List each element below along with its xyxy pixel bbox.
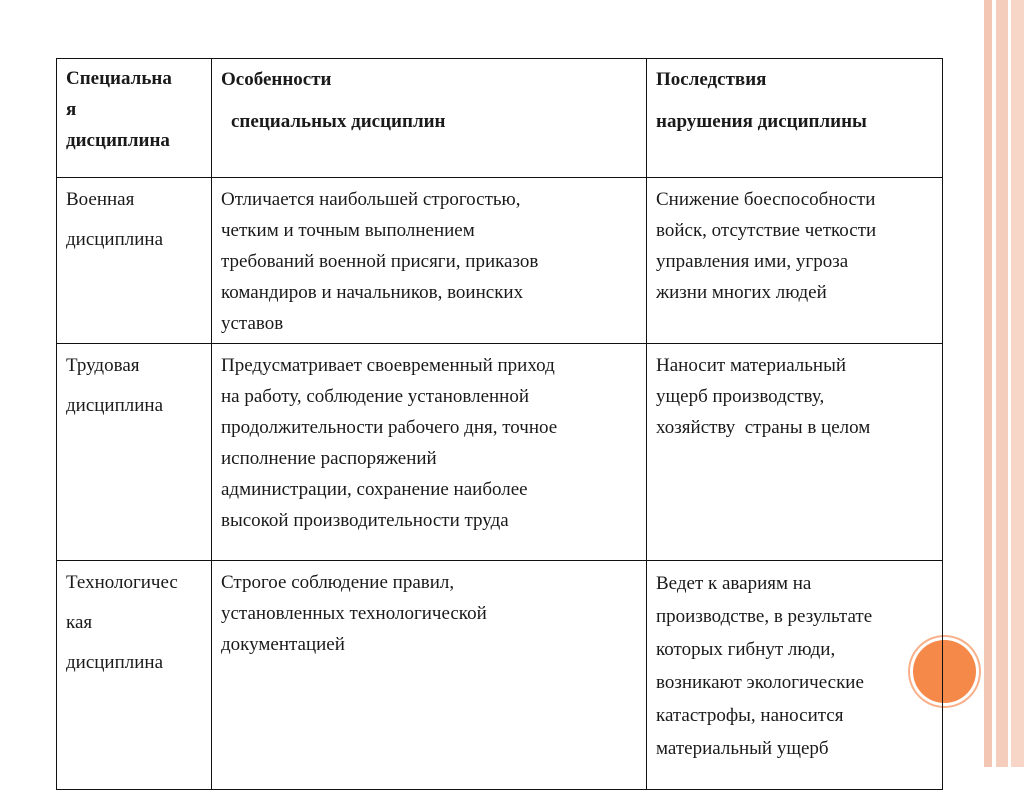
features-line: Строгое соблюдение правил, xyxy=(221,572,455,593)
consequences-line: жизни многих людей xyxy=(656,282,827,303)
consequences-line: управления ими, угроза xyxy=(656,251,849,272)
features-line: на работу, соблюдение установленной xyxy=(221,386,530,407)
consequences-line: возникают экологические xyxy=(656,672,864,693)
features-line: требований военной присяги, приказов xyxy=(221,251,539,272)
consequences-line: которых гибнут люди, xyxy=(656,639,836,660)
consequences-line: ущерб производству, xyxy=(656,386,825,407)
header-discipline-line: Специальна xyxy=(66,68,172,89)
features-line: командиров и начальников, воинских xyxy=(221,282,524,303)
header-row xyxy=(57,59,943,178)
discipline-name xyxy=(57,178,212,344)
discipline-features xyxy=(212,561,647,790)
header-discipline-line: я xyxy=(66,99,77,120)
header-discipline-line: дисциплина xyxy=(66,130,170,151)
table-row xyxy=(57,344,943,561)
features-line: исполнение распоряжений xyxy=(221,448,437,469)
name-line: дисциплина xyxy=(66,229,164,250)
discipline-name xyxy=(57,344,212,561)
consequences-line: хозяйству страны в целом xyxy=(656,417,871,438)
features-line: администрации, сохранение наиболее xyxy=(221,479,528,500)
header-features-line: специальных дисциплин xyxy=(231,111,446,132)
header-consequences xyxy=(647,59,943,178)
name-line: Трудовая xyxy=(66,355,140,376)
table-row xyxy=(57,178,943,344)
name-line: Технологичес xyxy=(66,572,178,593)
discipline-consequences xyxy=(647,178,943,344)
name-line: дисциплина xyxy=(66,652,164,673)
discipline-features xyxy=(212,178,647,344)
consequences-line: Снижение боеспособности xyxy=(656,189,876,210)
features-line: установленных технологической xyxy=(221,603,487,624)
table-row xyxy=(57,561,943,790)
name-line: дисциплина xyxy=(66,395,164,416)
header-features xyxy=(212,59,647,178)
consequences-line: катастрофы, наносится xyxy=(656,705,844,726)
discipline-features xyxy=(212,344,647,561)
name-line: кая xyxy=(66,612,93,633)
consequences-line: производстве, в результате xyxy=(656,606,873,627)
consequences-line: Ведет к авариям на xyxy=(656,573,812,594)
features-line: Предусматривает своевременный приход xyxy=(221,355,555,376)
features-line: уставов xyxy=(221,313,284,334)
decorative-stripes xyxy=(980,0,1024,767)
consequences-line: Наносит материальный xyxy=(656,355,847,376)
features-line: четким и точным выполнением xyxy=(221,220,475,241)
header-discipline xyxy=(57,59,212,178)
header-features-line: Особенности xyxy=(221,69,332,90)
features-line: высокой производительности труда xyxy=(221,510,509,531)
features-line: документацией xyxy=(221,634,345,655)
header-consequences-line: Последствия xyxy=(656,69,767,90)
discipline-consequences xyxy=(647,344,943,561)
name-line: Военная xyxy=(66,189,135,210)
discipline-consequences xyxy=(647,561,943,790)
discipline-name xyxy=(57,561,212,790)
consequences-line: войск, отсутствие четкости xyxy=(656,220,877,241)
consequences-line: материальный ущерб xyxy=(656,738,829,759)
features-line: продолжительности рабочего дня, точное xyxy=(221,417,558,438)
header-consequences-line: нарушения дисциплины xyxy=(656,111,867,132)
features-line: Отличается наибольшей строгостью, xyxy=(221,189,521,210)
discipline-table xyxy=(56,58,943,790)
